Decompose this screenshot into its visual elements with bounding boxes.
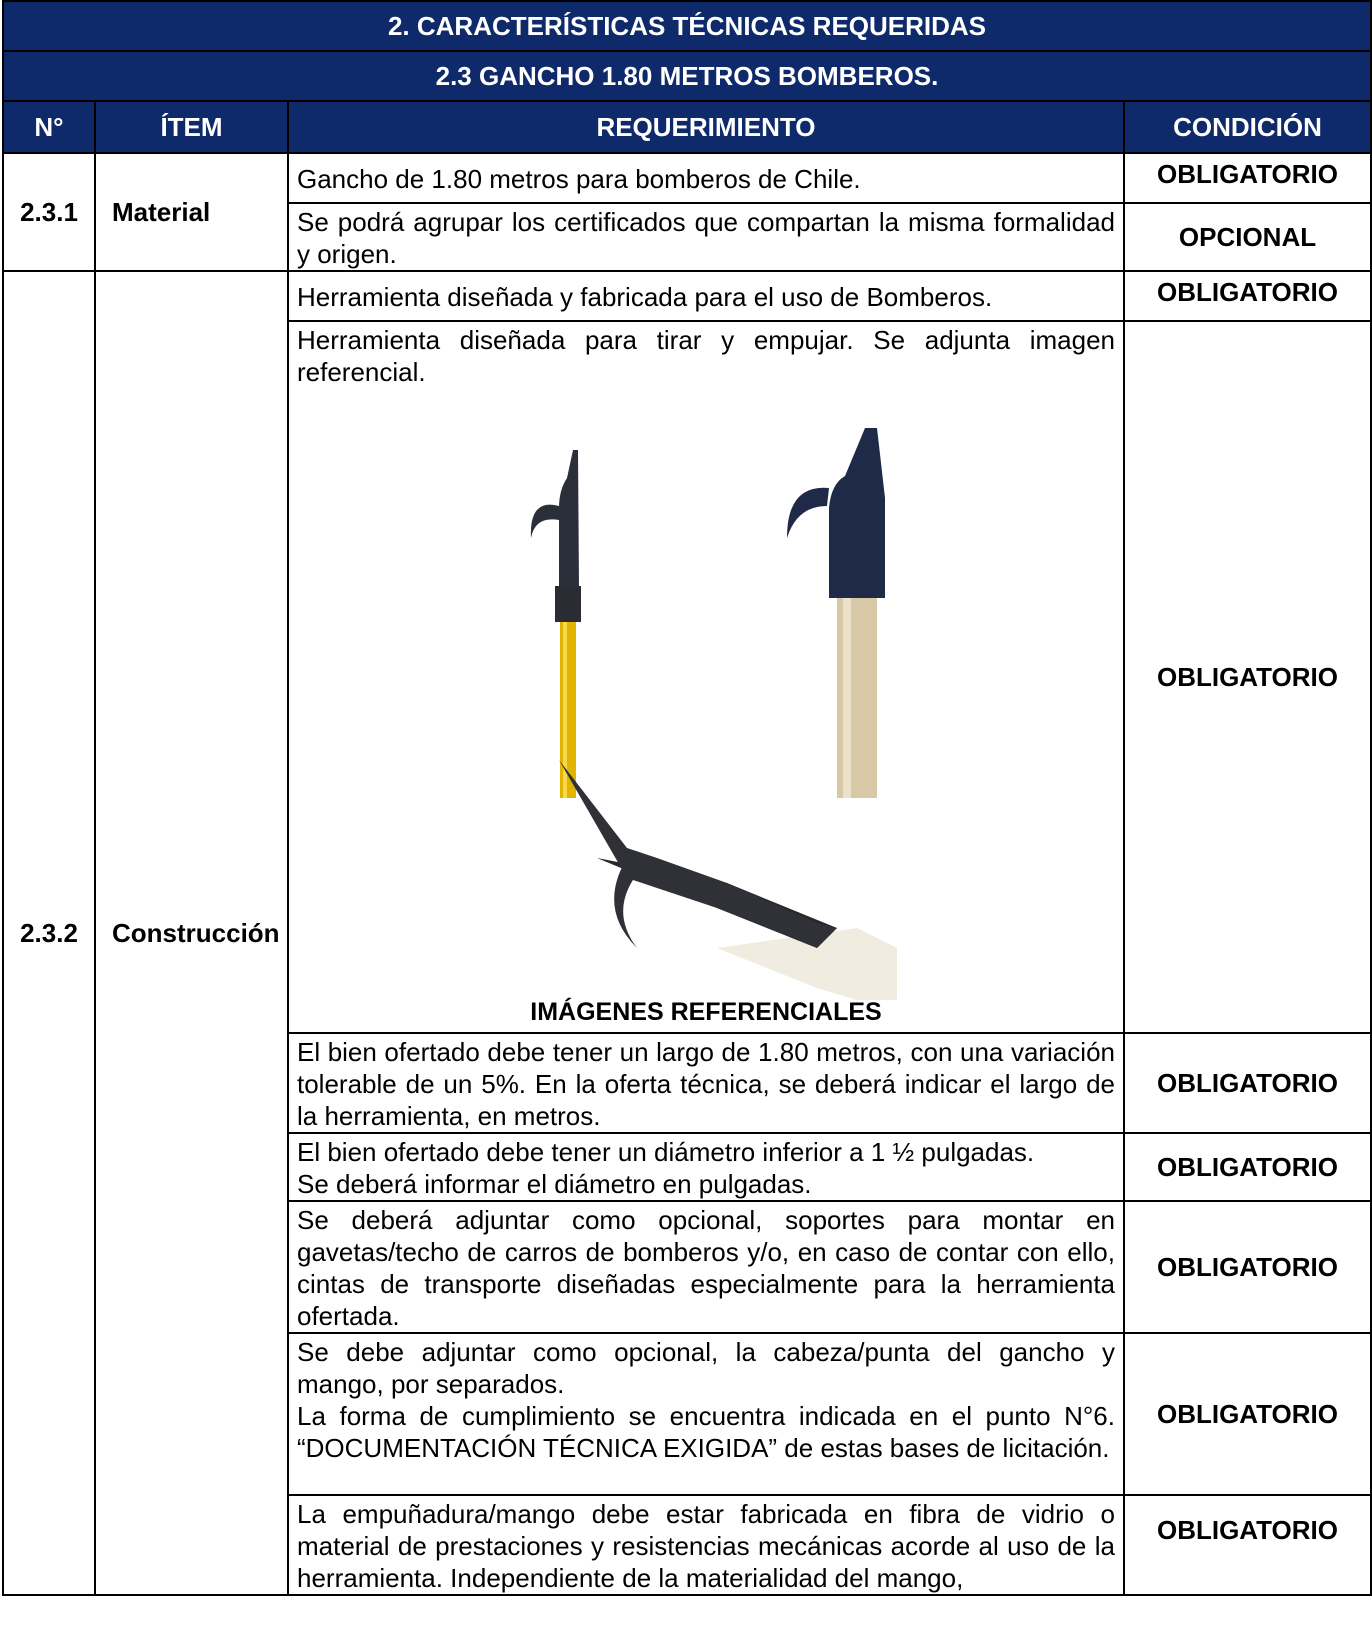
requirement-with-images [288, 321, 1124, 1033]
table-row [3, 271, 1371, 321]
requirement-text: Herramienta diseñada y fabricada para el uso de Bomberos. [288, 271, 1124, 321]
condition-badge: OBLIGATORIO [1124, 1033, 1371, 1133]
column-header-requirement: REQUERIMIENTO [288, 101, 1124, 153]
requirement-text: Gancho de 1.80 metros para bomberos de Chile. [288, 153, 1124, 203]
hook-wood-handle-image [787, 428, 885, 798]
table-row [3, 153, 1371, 203]
item-number: 2.3.2 [3, 271, 95, 1595]
requirement-text: Se podrá agrupar los certificados que compartan la misma formalidad y origen. [288, 203, 1124, 271]
reference-images [297, 388, 1115, 1028]
subsection-title: 2.3 GANCHO 1.80 METROS BOMBEROS. [3, 51, 1371, 101]
reference-images-graphic [297, 388, 1117, 1000]
condition-badge: OBLIGATORIO [1124, 153, 1371, 203]
requirement-line: La forma de cumplimiento se encuentra indicada en el punto N°6. “DOCUMENTACIÓN TÉCNICA EXIGIDA” de estas bases de licitación. [297, 1401, 1115, 1463]
column-header-row [3, 101, 1371, 153]
column-header-condition: CONDICIÓN [1124, 101, 1371, 153]
requirement-text: Se deberá adjuntar como opcional, soportes para montar en gavetas/techo de carros de bomberos y/o, en caso de contar con ello, cintas de transporte diseñadas especialmente para la herramienta ofertada. [288, 1201, 1124, 1333]
requirement-line: El bien ofertado debe tener un diámetro inferior a 1 ½ pulgadas. [297, 1137, 1035, 1167]
column-header-item: ÍTEM [95, 101, 288, 153]
item-name: Material [95, 153, 288, 271]
requirement-text: Herramienta diseñada para tirar y empujar. Se adjunta imagen referencial. [297, 325, 1115, 387]
condition-badge: OBLIGATORIO [1124, 1133, 1371, 1201]
condition-badge: OBLIGATORIO [1124, 321, 1371, 1033]
requirement-line: Se debe adjuntar como opcional, la cabeza/punta del gancho y mango, por separados. [297, 1337, 1115, 1399]
condition-badge: OBLIGATORIO [1124, 1495, 1371, 1595]
requirement-text [288, 1333, 1124, 1495]
column-header-number: N° [3, 101, 95, 153]
condition-badge: OBLIGATORIO [1124, 1333, 1371, 1495]
item-name: Construcción [95, 271, 288, 1595]
condition-badge: OBLIGATORIO [1124, 1201, 1371, 1333]
images-caption: IMÁGENES REFERENCIALES [530, 998, 882, 1026]
section-title: 2. CARACTERÍSTICAS TÉCNICAS REQUERIDAS [3, 1, 1371, 51]
condition-badge: OPCIONAL [1124, 203, 1371, 271]
requirement-text: La empuñadura/mango debe estar fabricada en fibra de vidrio o material de prestaciones y resistencias mecánicas acorde al uso de la herramienta. Independiente de la materialidad del mango, [288, 1495, 1124, 1595]
technical-requirements-table [2, 0, 1372, 1596]
item-number: 2.3.1 [3, 153, 95, 271]
requirement-text: El bien ofertado debe tener un largo de 1.80 metros, con una variación tolerable de un 5%. En la oferta técnica, se deberá indicar el largo de la herramienta, en metros. [288, 1033, 1124, 1133]
condition-badge: OBLIGATORIO [1124, 271, 1371, 321]
hook-yellow-handle-image [531, 450, 581, 798]
requirement-line: Se deberá informar el diámetro en pulgadas. [297, 1169, 812, 1199]
requirement-text [288, 1133, 1124, 1201]
